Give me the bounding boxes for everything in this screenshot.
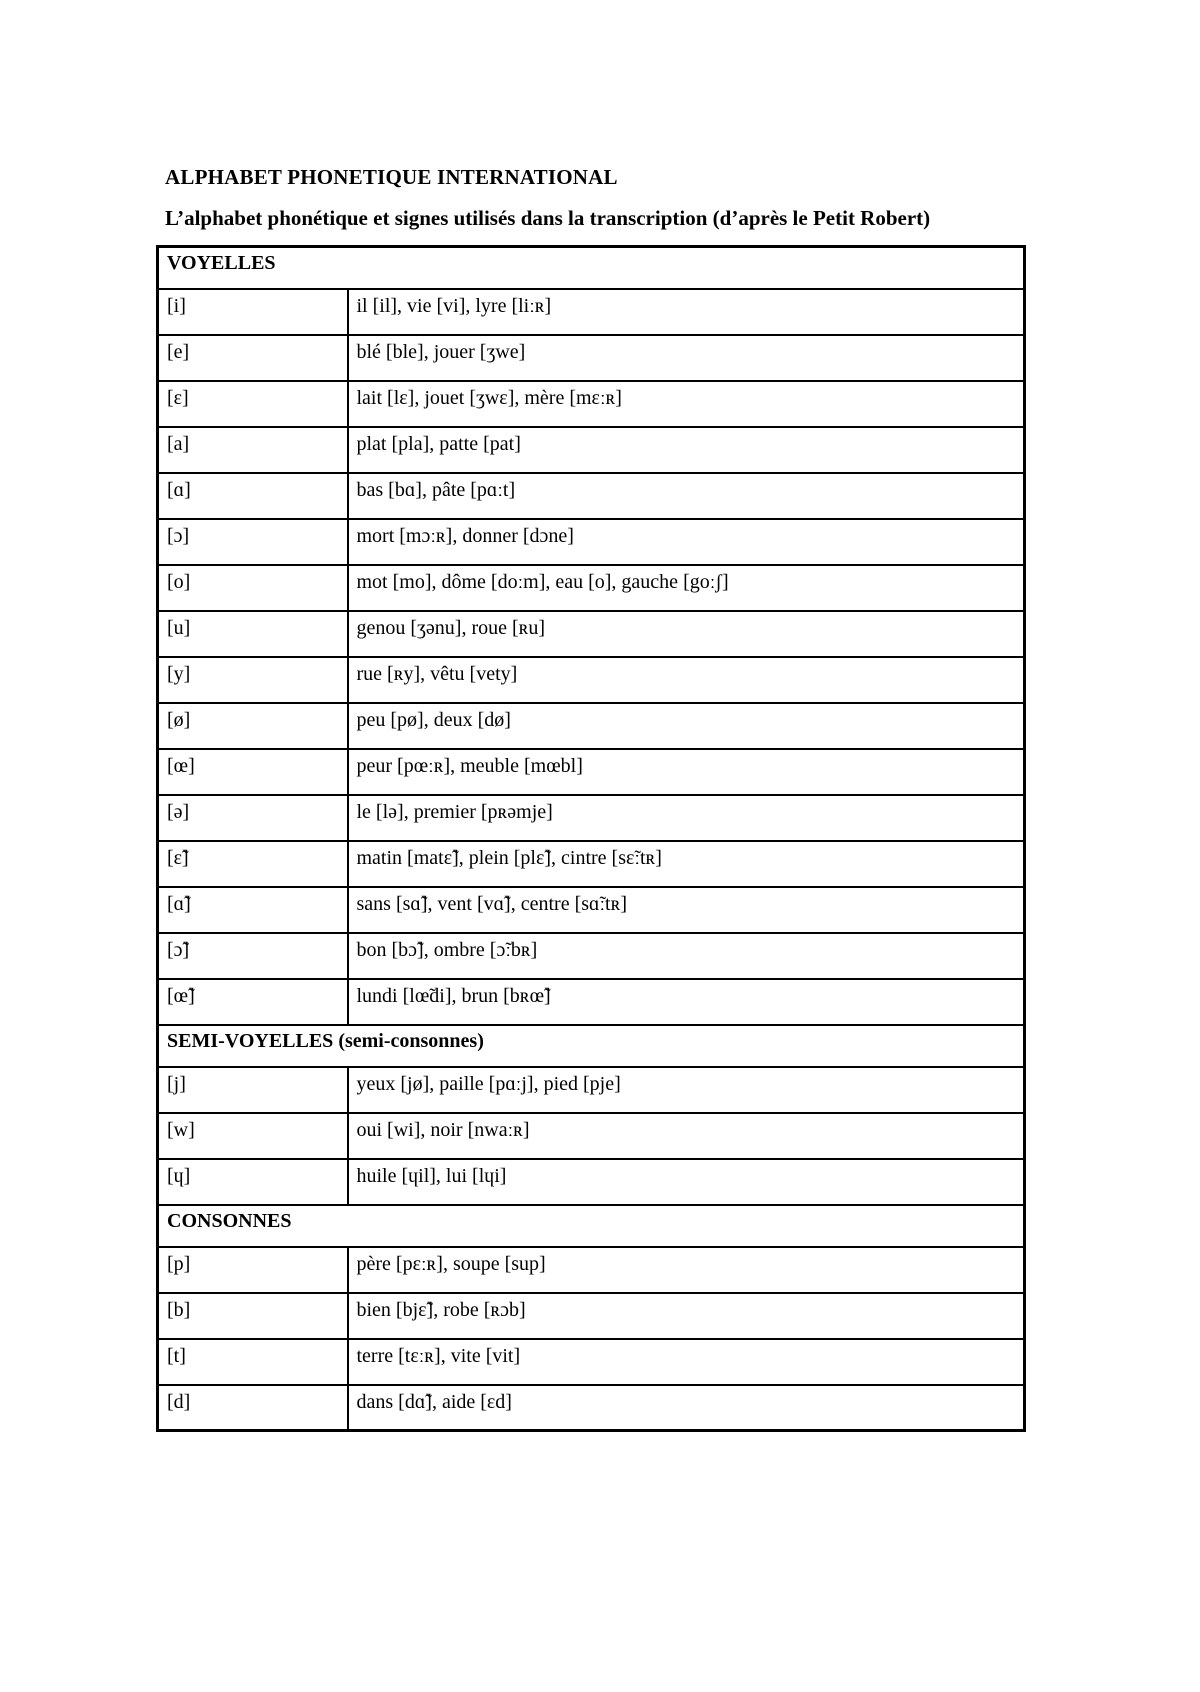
table-row: [158, 427, 1025, 473]
phoneme-examples: sans [sɑ̃], vent [vɑ̃], centre [sɑ̃ːtʀ]: [348, 887, 1025, 933]
phoneme-symbol: [ɔ]: [158, 519, 348, 565]
section-heading-note: (semi-consonnes): [333, 1029, 484, 1052]
table-row: [158, 1067, 1025, 1113]
table-row: [158, 933, 1025, 979]
table-row: [158, 657, 1025, 703]
table-row: [158, 1159, 1025, 1205]
table-row: [158, 519, 1025, 565]
section-heading-cell: [158, 1205, 1025, 1247]
section-header-row: [158, 1205, 1025, 1247]
phoneme-examples: blé [ble], jouer [ʒwe]: [348, 335, 1025, 381]
table-row: [158, 1339, 1025, 1385]
phoneme-examples: mot [mo], dôme [doːm], eau [o], gauche [goːʃ]: [348, 565, 1025, 611]
table-row: [158, 381, 1025, 427]
section-header-row: [158, 1025, 1025, 1067]
phoneme-symbol: [i]: [158, 289, 348, 335]
table-row: [158, 795, 1025, 841]
phoneme-examples: terre [tɛːʀ], vite [vit]: [348, 1339, 1025, 1385]
phoneme-examples: genou [ʒənu], roue [ʀu]: [348, 611, 1025, 657]
phoneme-examples: rue [ʀy], vêtu [vety]: [348, 657, 1025, 703]
phoneme-symbol: [ɥ]: [158, 1159, 348, 1205]
phoneme-symbol: [t]: [158, 1339, 348, 1385]
phoneme-symbol: [ə]: [158, 795, 348, 841]
phoneme-examples: il [il], vie [vi], lyre [liːʀ]: [348, 289, 1025, 335]
phoneme-symbol: [b]: [158, 1293, 348, 1339]
phoneme-symbol: [ɛ̃]: [158, 841, 348, 887]
section-heading: CONSONNES: [167, 1209, 292, 1232]
phoneme-examples: mort [mɔːʀ], donner [dɔne]: [348, 519, 1025, 565]
table-row: [158, 703, 1025, 749]
table-row: [158, 289, 1025, 335]
phoneme-symbol: [o]: [158, 565, 348, 611]
phoneme-examples: bon [bɔ̃], ombre [ɔ̃ːbʀ]: [348, 933, 1025, 979]
phoneme-examples: lait [lɛ], jouet [ʒwɛ], mère [mɛːʀ]: [348, 381, 1025, 427]
phoneme-symbol: [ɔ̃]: [158, 933, 348, 979]
phoneme-symbol: [ɛ]: [158, 381, 348, 427]
document-title: ALPHABET PHONETIQUE INTERNATIONAL: [165, 165, 618, 189]
phoneme-examples: bas [bɑ], pâte [pɑːt]: [348, 473, 1025, 519]
phoneme-symbol: [d]: [158, 1385, 348, 1431]
phoneme-examples: lundi [lœ̃di], brun [bʀœ̃]: [348, 979, 1025, 1025]
section-header-row: [158, 247, 1025, 289]
table-row: [158, 473, 1025, 519]
phoneme-symbol: [p]: [158, 1247, 348, 1293]
section-heading: VOYELLES: [167, 252, 276, 274]
section-heading: SEMI-VOYELLES: [167, 1029, 334, 1052]
phonetic-table: [156, 245, 1026, 1432]
table-row: [158, 611, 1025, 657]
table-row: [158, 749, 1025, 795]
phoneme-symbol: [y]: [158, 657, 348, 703]
phoneme-examples: matin [matɛ̃], plein [plɛ̃], cintre [sɛ̃ːtʀ]: [348, 841, 1025, 887]
phoneme-examples: peur [pœːʀ], meuble [mœbl]: [348, 749, 1025, 795]
phoneme-symbol: [e]: [158, 335, 348, 381]
phonetic-table-body: [158, 247, 1025, 1431]
table-row: [158, 979, 1025, 1025]
section-heading-cell: [158, 247, 1025, 289]
table-row: [158, 887, 1025, 933]
phoneme-symbol: [œ̃]: [158, 979, 348, 1025]
document-subtitle: L’alphabet phonétique et signes utilisés dans la transcription (d’après le Petit Robert): [165, 206, 931, 230]
phoneme-symbol: [ø]: [158, 703, 348, 749]
phoneme-symbol: [a]: [158, 427, 348, 473]
phoneme-examples: bien [bjɛ̃], robe [ʀɔb]: [348, 1293, 1025, 1339]
phoneme-symbol: [u]: [158, 611, 348, 657]
phoneme-examples: dans [dɑ̃], aide [ɛd]: [348, 1385, 1025, 1431]
phoneme-examples: père [pɛːʀ], soupe [sup]: [348, 1247, 1025, 1293]
phoneme-symbol: [ɑ]: [158, 473, 348, 519]
table-row: [158, 1113, 1025, 1159]
phoneme-symbol: [œ]: [158, 749, 348, 795]
table-row: [158, 1247, 1025, 1293]
phoneme-symbol: [w]: [158, 1113, 348, 1159]
phoneme-examples: peu [pø], deux [dø]: [348, 703, 1025, 749]
table-row: [158, 335, 1025, 381]
phoneme-examples: le [lə], premier [pʀəmje]: [348, 795, 1025, 841]
table-row: [158, 841, 1025, 887]
phoneme-symbol: [j]: [158, 1067, 348, 1113]
phoneme-symbol: [ɑ̃]: [158, 887, 348, 933]
table-row: [158, 1385, 1025, 1431]
phoneme-examples: plat [pla], patte [pat]: [348, 427, 1025, 473]
section-heading-cell: [158, 1025, 1025, 1067]
table-row: [158, 1293, 1025, 1339]
table-row: [158, 565, 1025, 611]
phoneme-examples: huile [ɥil], lui [lɥi]: [348, 1159, 1025, 1205]
phoneme-examples: oui [wi], noir [nwaːʀ]: [348, 1113, 1025, 1159]
phoneme-examples: yeux [jø], paille [pɑːj], pied [pje]: [348, 1067, 1025, 1113]
